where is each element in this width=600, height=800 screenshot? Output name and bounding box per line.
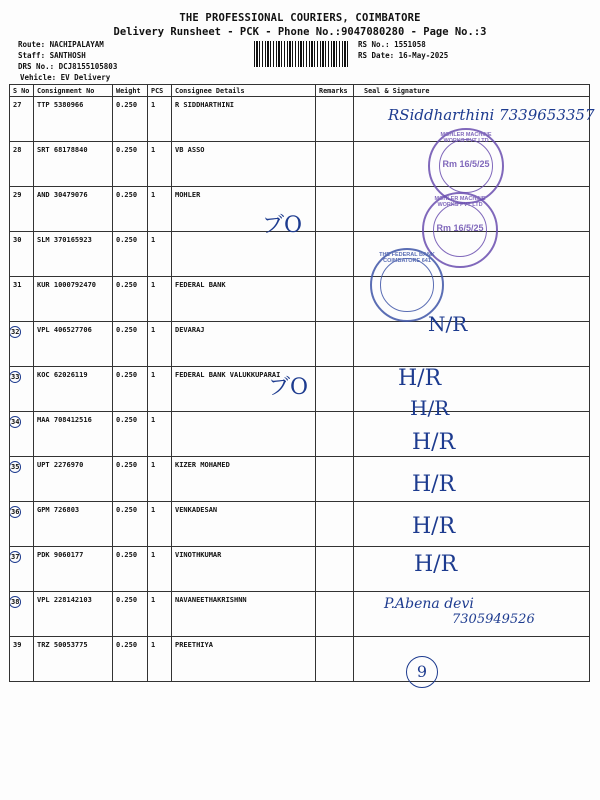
row-weight: 0.250: [113, 322, 148, 367]
sno-circle-mark: 37: [11, 553, 20, 561]
not-received-mark: H/R: [410, 396, 450, 420]
row-pcs: 1: [148, 187, 172, 232]
row-remarks: [316, 232, 354, 277]
row-signature: [354, 367, 590, 412]
table-row: [10, 637, 590, 682]
col-pcs: PCS: [148, 85, 172, 97]
row-remarks: [316, 142, 354, 187]
row-remarks: [316, 637, 354, 682]
row-signature: [354, 637, 590, 682]
runsheet-title: Delivery Runsheet - PCK - Phone No.:9047080280 - Page No.:3: [113, 26, 487, 38]
row-pcs: 1: [148, 367, 172, 412]
row-remarks: [316, 457, 354, 502]
row-remarks: [316, 322, 354, 367]
row-sno: [10, 412, 34, 457]
row-weight: 0.250: [113, 187, 148, 232]
col-signature: Seal & Signature: [354, 85, 590, 97]
not-received-mark: H/R: [412, 514, 456, 539]
row-sno: 29: [10, 187, 34, 232]
row-consignment: UPT 2276970: [34, 457, 113, 502]
sno-circle-mark: 35: [11, 463, 20, 471]
sno-circle-mark: 33: [11, 373, 20, 381]
table-row: [10, 502, 590, 547]
row-consignment: VPL 406527706: [34, 322, 113, 367]
row-sno: [10, 592, 34, 637]
row-remarks: [316, 277, 354, 322]
row-weight: 0.250: [113, 457, 148, 502]
rs-date: RS Date: 16-May-2025: [358, 51, 449, 60]
handwritten-mark: ブO: [262, 213, 303, 238]
sno-circle-mark: 34: [11, 418, 20, 426]
row-pcs: 1: [148, 547, 172, 592]
row-weight: 0.250: [113, 412, 148, 457]
table-header-row: [10, 85, 590, 97]
row-details: VB ASSO: [172, 142, 316, 187]
col-details: Consignee Details: [172, 85, 316, 97]
row-signature: [354, 547, 590, 592]
row-pcs: 1: [148, 277, 172, 322]
row-sno: [10, 367, 34, 412]
route-label: Route: NACHIPALAYAM: [18, 40, 104, 49]
row-weight: 0.250: [113, 142, 148, 187]
table-row: [10, 412, 590, 457]
col-consignment: Consignment No: [34, 85, 113, 97]
row-remarks: [316, 547, 354, 592]
not-received-mark: H/R: [412, 430, 456, 455]
col-sno: S No: [10, 85, 34, 97]
row-weight: 0.250: [113, 97, 148, 142]
row-consignment: TRZ 50053775: [34, 637, 113, 682]
row-pcs: 1: [148, 637, 172, 682]
row-pcs: 1: [148, 592, 172, 637]
row-remarks: [316, 187, 354, 232]
mohler-seal-stamp-2: MOHLER MACHINE WORKS PVT LTD Rm 16/5/25: [422, 192, 498, 268]
row-details: MOHLER: [172, 187, 316, 232]
row-weight: 0.250: [113, 637, 148, 682]
mohler-seal-stamp: MOHLER MACHINE WORKS PVT LTD Rm 16/5/25: [428, 128, 504, 204]
not-received-mark: N/R: [428, 312, 468, 336]
signature-row-39: P.Abena devi: [384, 596, 474, 612]
row-weight: 0.250: [113, 232, 148, 277]
federal-bank-seal-stamp: THE FEDERAL BANK COIMBATORE 641: [370, 248, 444, 322]
not-received-mark: H/R: [398, 366, 442, 391]
row-remarks: [316, 412, 354, 457]
row-consignment: KOC 62026119: [34, 367, 113, 412]
row-sno: 39: [10, 637, 34, 682]
row-consignment: GPM 726803: [34, 502, 113, 547]
col-weight: Weight: [113, 85, 148, 97]
not-received-mark: H/R: [414, 552, 458, 577]
row-consignment: KUR 1000792470: [34, 277, 113, 322]
row-sno: [10, 322, 34, 367]
row-details: VENKADESAN: [172, 502, 316, 547]
row-signature: [354, 502, 590, 547]
row-sno: 27: [10, 97, 34, 142]
table-row: [10, 547, 590, 592]
row-weight: 0.250: [113, 277, 148, 322]
handwritten-mark: ブO: [268, 375, 309, 400]
sno-circle-mark: 36: [11, 508, 20, 516]
total-count-circle: 9: [406, 656, 438, 688]
row-sno: [10, 457, 34, 502]
row-pcs: 1: [148, 142, 172, 187]
row-details: DEVARAJ: [172, 322, 316, 367]
phone-row-39: 7305949526: [452, 612, 535, 627]
row-sno: [10, 502, 34, 547]
drs-number: DRS No.: DCJ8155105803: [18, 62, 118, 71]
row-pcs: 1: [148, 412, 172, 457]
signature-row-27: RSiddharthini 7339653357: [388, 106, 595, 124]
table-row: [10, 277, 590, 322]
row-pcs: 1: [148, 97, 172, 142]
row-consignment: SLM 370165923: [34, 232, 113, 277]
vehicle-label: Vehicle: EV Delivery: [20, 73, 111, 82]
row-sno: 31: [10, 277, 34, 322]
row-pcs: 1: [148, 457, 172, 502]
row-remarks: [316, 592, 354, 637]
barcode-image: [254, 41, 348, 67]
sno-circle-mark: 38: [11, 598, 20, 606]
sno-circle-mark: 32: [11, 328, 20, 336]
row-details: PREETHIYA: [172, 637, 316, 682]
row-remarks: [316, 502, 354, 547]
row-pcs: 1: [148, 232, 172, 277]
row-details: FEDERAL BANK: [172, 277, 316, 322]
row-signature: [354, 412, 590, 457]
row-details: [172, 412, 316, 457]
row-weight: 0.250: [113, 502, 148, 547]
row-consignment: VPL 228142103: [34, 592, 113, 637]
company-title: THE PROFESSIONAL COURIERS, COIMBATORE: [179, 12, 421, 24]
row-weight: 0.250: [113, 547, 148, 592]
row-pcs: 1: [148, 322, 172, 367]
not-received-mark: H/R: [412, 472, 456, 497]
row-consignment: TTP 5380966: [34, 97, 113, 142]
table-row: [10, 322, 590, 367]
row-details: NAVANEETHAKRISHNN: [172, 592, 316, 637]
staff-label: Staff: SANTHOSH: [18, 51, 86, 60]
row-remarks: [316, 97, 354, 142]
row-consignment: PDK 9060177: [34, 547, 113, 592]
row-details: FEDERAL BANK VALUKKUPARAI: [172, 367, 316, 412]
row-details: R SIDDHARTHINI: [172, 97, 316, 142]
row-signature: [354, 457, 590, 502]
rs-number: RS No.: 1551058: [358, 40, 426, 49]
row-sno: 30: [10, 232, 34, 277]
row-consignment: SRT 68178840: [34, 142, 113, 187]
col-remarks: Remarks: [316, 85, 354, 97]
row-signature: [354, 322, 590, 367]
row-consignment: MAA 708412516: [34, 412, 113, 457]
row-sno: [10, 547, 34, 592]
row-details: KIZER MOHAMED: [172, 457, 316, 502]
row-details: VINOTHKUMAR: [172, 547, 316, 592]
row-consignment: AND 30479076: [34, 187, 113, 232]
row-sno: 28: [10, 142, 34, 187]
row-pcs: 1: [148, 502, 172, 547]
row-weight: 0.250: [113, 367, 148, 412]
table-row: [10, 457, 590, 502]
row-remarks: [316, 367, 354, 412]
row-weight: 0.250: [113, 592, 148, 637]
